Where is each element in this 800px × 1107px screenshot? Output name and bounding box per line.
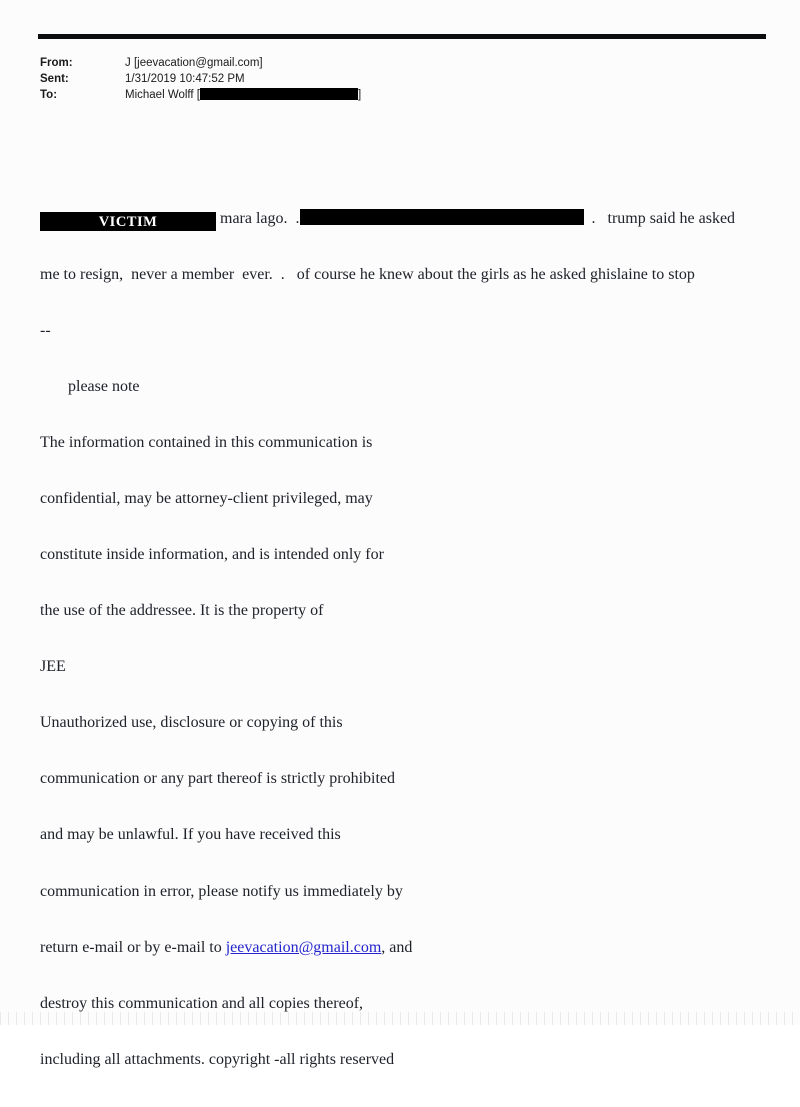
notice-line: constitute inside information, and is intended only for: [40, 545, 384, 563]
victim-label: VICTIM: [98, 214, 158, 231]
to-label: To:: [40, 89, 58, 101]
header-row-sent: [40, 71, 361, 87]
to-value: [125, 89, 361, 101]
body-line-1: [40, 209, 800, 231]
notice-line: and may be unlawful. If you have received this: [40, 826, 341, 844]
body-line-1-text-b: . trump said he asked: [583, 210, 736, 228]
body-line-1-text-a: mara lago. .: [216, 210, 300, 228]
signature-dashes: --: [40, 321, 51, 339]
from-value: J [jeevacation@gmail.com]: [125, 57, 263, 69]
header-row-to: [40, 87, 361, 103]
notice-line: communication or any part thereof is strictly prohibited: [40, 770, 396, 788]
to-value-suffix: ]: [358, 89, 362, 101]
to-value-prefix: Michael Wolff [: [125, 89, 200, 101]
header-row-from: [40, 55, 361, 71]
notice-line: communication in error, please notify us immediately by: [40, 882, 403, 900]
scan-artifact-comb: [0, 1012, 800, 1025]
please-note-line: please note: [40, 377, 140, 395]
email-body: [40, 172, 800, 1107]
email-header: [40, 55, 361, 103]
notice-line: confidential, may be attorney-client privileged, may: [40, 489, 373, 507]
redaction-bar-recipient: [200, 88, 358, 100]
notice-email-line: [40, 939, 800, 958]
sent-value: 1/31/2019 10:47:52 PM: [125, 73, 245, 85]
notice-line: destroy this communication and all copies thereof,: [40, 994, 364, 1012]
notice-line: Unauthorized use, disclosure or copying of this: [40, 714, 343, 732]
body-line-2: me to resign, never a member ever. . of course he knew about the girls as he asked ghislaine to stop: [40, 265, 695, 283]
notice-email-suffix: , and: [381, 938, 413, 956]
notice-line: JEE: [40, 658, 66, 676]
notice-line: the use of the addressee. It is the property of: [40, 602, 324, 620]
notice-line: The information contained in this communication is: [40, 433, 373, 451]
redaction-bar-inline: [300, 209, 584, 225]
redaction-bar-victim: [40, 212, 216, 231]
notice-line: including all attachments. copyright -all rights reserved: [40, 1050, 395, 1068]
email-link[interactable]: jeevacation@gmail.com: [225, 938, 382, 956]
top-divider: [38, 34, 766, 39]
sent-label: Sent:: [40, 73, 69, 85]
notice-email-prefix: return e-mail or by e-mail to: [40, 938, 226, 956]
from-label: From:: [40, 57, 73, 69]
